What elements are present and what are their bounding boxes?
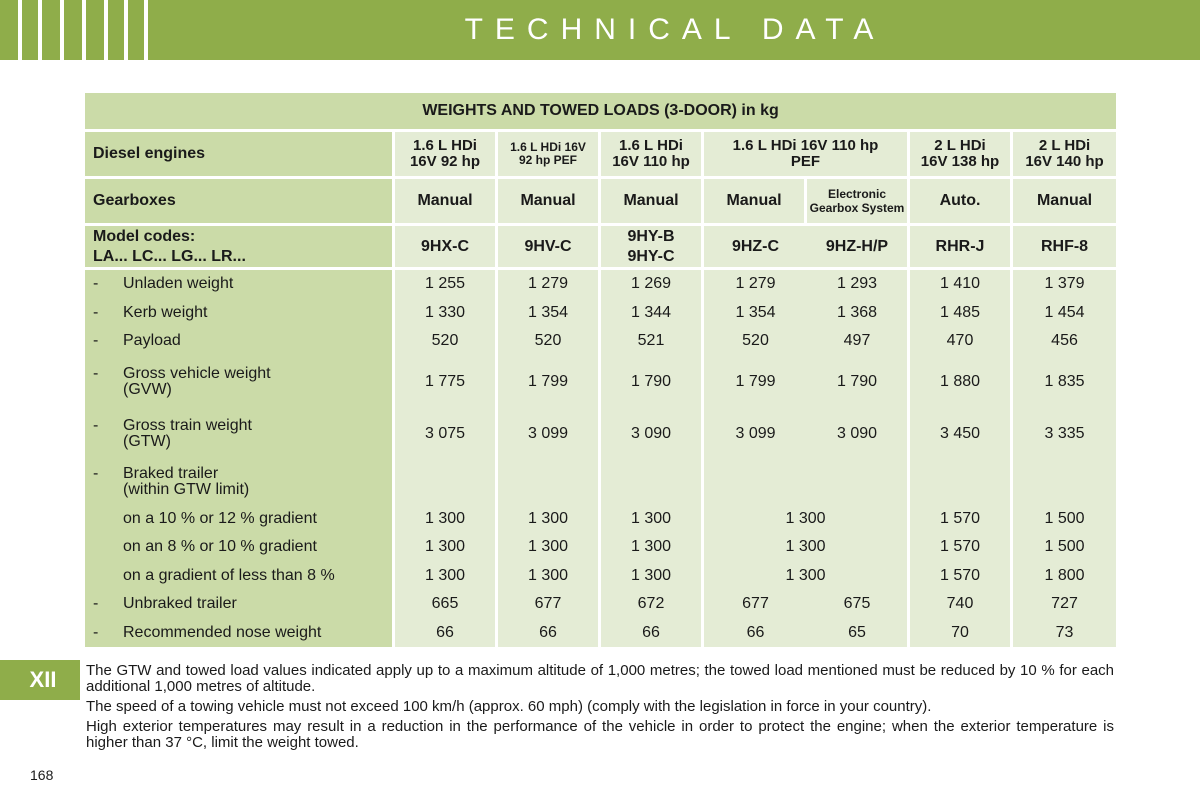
cell: 677 <box>704 590 807 619</box>
cell: 672 <box>601 590 704 619</box>
engines-row <box>85 129 1116 176</box>
model-codes-label-line: LA... LC... LG... LR... <box>93 247 246 265</box>
header-stripe <box>124 0 128 60</box>
dash: - <box>93 332 99 350</box>
model-codes-label-line: Model codes: <box>93 227 196 245</box>
cell: 470 <box>910 327 1013 356</box>
cell: 521 <box>601 327 704 356</box>
row-label-line: (within GTW limit) <box>123 481 250 498</box>
cell: 3 099 <box>498 408 601 460</box>
table-row-unbraked <box>85 590 1116 619</box>
engine-header <box>910 129 1013 176</box>
cell: 1 799 <box>704 356 807 408</box>
engine-line: 1.6 L HDi 16V <box>510 140 586 154</box>
model-code: 9HX-C <box>395 223 498 270</box>
cell: 70 <box>910 619 1013 648</box>
cell: 740 <box>910 590 1013 619</box>
row-label <box>85 327 395 356</box>
row-label <box>85 505 395 534</box>
gearboxes-row <box>85 176 1116 223</box>
gearbox-cell: Manual <box>601 176 704 223</box>
gearbox-cell: Manual <box>498 176 601 223</box>
table-row-kerb <box>85 299 1116 328</box>
gearbox-cell: Manual <box>704 176 807 223</box>
gearbox-cell: Electronic Gearbox System <box>807 176 910 223</box>
header-bar <box>0 0 1200 60</box>
cell: 1 880 <box>910 356 1013 408</box>
row-label-line: Gross vehicle weight <box>123 364 271 382</box>
cell <box>807 460 910 505</box>
cell: 66 <box>498 619 601 648</box>
row-label-text <box>123 418 252 450</box>
cell: 1 500 <box>1013 533 1116 562</box>
model-code: RHR-J <box>910 223 1013 270</box>
header-stripe <box>38 0 42 60</box>
row-label-text: on a 10 % or 12 % gradient <box>123 509 317 527</box>
cell: 520 <box>498 327 601 356</box>
row-label-text: on an 8 % or 10 % gradient <box>123 538 317 556</box>
header-stripe <box>82 0 86 60</box>
row-label-line: Braked trailer <box>123 465 219 482</box>
row-label-text: Unladen weight <box>123 275 234 293</box>
model-codes-label <box>85 223 395 270</box>
cell: 1 300 <box>395 533 498 562</box>
row-label <box>85 356 395 408</box>
engine-header <box>1013 129 1116 176</box>
cell: 1 330 <box>395 299 498 328</box>
cell: 3 335 <box>1013 408 1116 460</box>
note-paragraph: The speed of a towing vehicle must not exceed 100 km/h (approx. 60 mph) (comply with the legislation in force in your country). <box>86 698 932 715</box>
cell: 1 790 <box>807 356 910 408</box>
row-label <box>85 562 395 591</box>
engine-line: 92 hp PEF <box>518 153 577 167</box>
cell: 1 344 <box>601 299 704 328</box>
cell <box>910 460 1013 505</box>
gearbox-cell: Auto. <box>910 176 1013 223</box>
cell: 1 485 <box>910 299 1013 328</box>
cell: 1 835 <box>1013 356 1116 408</box>
header-stripe <box>18 0 22 60</box>
cell: 520 <box>395 327 498 356</box>
model-code: 9HZ-H/P <box>807 223 910 270</box>
cell: 1 255 <box>395 270 498 299</box>
model-code <box>601 223 704 270</box>
cell: 1 300 <box>395 562 498 591</box>
cell: 1 300 <box>704 505 910 534</box>
weights-table <box>85 93 1116 647</box>
dash: - <box>93 465 99 482</box>
row-label-text: on a gradient of less than 8 % <box>123 566 335 584</box>
engine-line: 1.6 L HDi <box>413 137 477 154</box>
engine-header <box>498 129 601 176</box>
row-label <box>85 619 395 648</box>
row-label <box>85 590 395 619</box>
cell: 1 300 <box>704 562 910 591</box>
engine-header <box>395 129 498 176</box>
table-row-grad-lt8 <box>85 562 1116 591</box>
cell: 1 269 <box>601 270 704 299</box>
cell: 3 099 <box>704 408 807 460</box>
page-title: TECHNICAL DATA <box>464 13 886 46</box>
row-label <box>85 299 395 328</box>
header-stripe <box>60 0 64 60</box>
table-row-nose <box>85 619 1116 648</box>
engine-line: 16V 110 hp <box>612 153 690 170</box>
row-label-line: (GTW) <box>123 432 171 450</box>
table-row-braked <box>85 460 1116 505</box>
dash: - <box>93 623 99 641</box>
cell: 1 300 <box>601 533 704 562</box>
cell: 66 <box>395 619 498 648</box>
table-row-grad-8-10 <box>85 533 1116 562</box>
model-code: 9HV-C <box>498 223 601 270</box>
header-stripe <box>104 0 108 60</box>
notes <box>86 663 1114 755</box>
cell: 456 <box>1013 327 1116 356</box>
cell <box>498 460 601 505</box>
cell: 520 <box>704 327 807 356</box>
cell <box>1013 460 1116 505</box>
cell: 1 790 <box>601 356 704 408</box>
engine-line: 1.6 L HDi 16V 110 hp <box>732 137 879 154</box>
row-label <box>85 533 395 562</box>
cell: 66 <box>601 619 704 648</box>
table-row-unladen <box>85 270 1116 299</box>
model-code-line: 9HY-B <box>627 227 675 245</box>
row-label-text: Kerb weight <box>123 303 208 321</box>
page-number: 168 <box>30 767 54 783</box>
cell <box>395 460 498 505</box>
cell: 675 <box>807 590 910 619</box>
row-label-text <box>123 366 271 398</box>
row-label <box>85 270 395 299</box>
chapter-tab: XII <box>0 660 80 700</box>
engine-header <box>704 129 910 176</box>
cell: 3 075 <box>395 408 498 460</box>
cell: 1 300 <box>498 562 601 591</box>
cell: 1 300 <box>498 533 601 562</box>
cell: 1 410 <box>910 270 1013 299</box>
cell: 665 <box>395 590 498 619</box>
table-row-gtw <box>85 408 1116 460</box>
table-row-grad-10-12 <box>85 505 1116 534</box>
cell: 1 570 <box>910 533 1013 562</box>
cell: 1 279 <box>704 270 807 299</box>
cell: 1 354 <box>704 299 807 328</box>
dash: - <box>93 364 99 382</box>
cell: 1 368 <box>807 299 910 328</box>
cell: 1 300 <box>395 505 498 534</box>
row-label <box>85 408 395 460</box>
cell: 3 090 <box>807 408 910 460</box>
cell: 66 <box>704 619 807 648</box>
dash: - <box>93 303 99 321</box>
header-stripe <box>144 0 148 60</box>
row-label-text: Recommended nose weight <box>123 623 322 641</box>
cell <box>601 460 704 505</box>
table-title: WEIGHTS AND TOWED LOADS (3-DOOR) in kg <box>85 93 1116 129</box>
cell: 1 799 <box>498 356 601 408</box>
row-label-line: (GVW) <box>123 380 172 398</box>
gearboxes-label: Gearboxes <box>85 176 395 223</box>
cell: 1 775 <box>395 356 498 408</box>
engine-line: 16V 140 hp <box>1025 153 1104 170</box>
model-codes-row <box>85 223 1116 270</box>
model-code: 9HZ-C <box>704 223 807 270</box>
row-label-text: Payload <box>123 332 181 350</box>
cell <box>704 460 807 505</box>
cell: 3 450 <box>910 408 1013 460</box>
row-label-text <box>123 466 249 498</box>
model-code-line: 9HY-C <box>627 247 675 265</box>
engine-line: 2 L HDi <box>1038 137 1091 154</box>
cell: 1 300 <box>601 505 704 534</box>
cell: 1 454 <box>1013 299 1116 328</box>
table-row-gvw <box>85 356 1116 408</box>
note-paragraph: The GTW and towed load values indicated apply up to a maximum altitude of 1,000 metres; the towed load mentioned must be reduced by 10 % for each additional 1,000 metres of altitude. <box>86 662 1114 695</box>
cell: 3 090 <box>601 408 704 460</box>
cell: 1 800 <box>1013 562 1116 591</box>
cell: 1 293 <box>807 270 910 299</box>
cell: 677 <box>498 590 601 619</box>
cell: 73 <box>1013 619 1116 648</box>
cell: 1 379 <box>1013 270 1116 299</box>
cell: 1 570 <box>910 562 1013 591</box>
row-label <box>85 460 395 505</box>
table-title-row <box>85 93 1116 129</box>
cell: 1 279 <box>498 270 601 299</box>
cell: 1 300 <box>601 562 704 591</box>
dash: - <box>93 416 99 434</box>
cell: 1 570 <box>910 505 1013 534</box>
engine-line: 2 L HDi <box>934 137 986 154</box>
note-paragraph: High exterior temperatures may result in a reduction in the performance of the vehicle in order to protect the engine; when the exterior temperature is higher than 37 °C, limit the weight towed. <box>86 718 1114 751</box>
gearbox-cell: Manual <box>395 176 498 223</box>
cell: 65 <box>807 619 910 648</box>
engine-line: 16V 92 hp <box>409 153 481 170</box>
cell: 497 <box>807 327 910 356</box>
engines-label: Diesel engines <box>85 129 395 176</box>
engine-header <box>601 129 704 176</box>
cell: 1 354 <box>498 299 601 328</box>
engine-line: PEF <box>790 153 821 170</box>
dash: - <box>93 275 99 293</box>
row-label-text: Unbraked trailer <box>123 595 237 613</box>
dash: - <box>93 595 99 613</box>
engine-line: 1.6 L HDi <box>619 137 683 154</box>
table-row-payload <box>85 327 1116 356</box>
gearbox-cell: Manual <box>1013 176 1116 223</box>
cell: 1 300 <box>704 533 910 562</box>
row-label-line: Gross train weight <box>123 416 252 434</box>
model-code: RHF-8 <box>1013 223 1116 270</box>
engine-line: 16V 138 hp <box>920 153 1000 170</box>
cell: 1 300 <box>498 505 601 534</box>
cell: 727 <box>1013 590 1116 619</box>
cell: 1 500 <box>1013 505 1116 534</box>
